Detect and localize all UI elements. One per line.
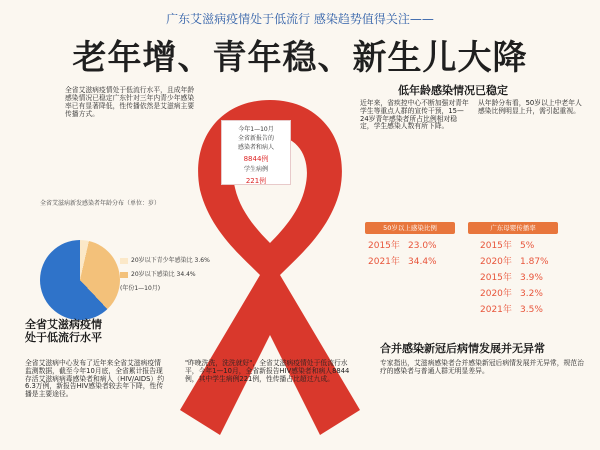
stat-left-2 xyxy=(368,254,437,267)
stat-left-1 xyxy=(368,238,437,251)
right-column-b xyxy=(478,100,588,119)
stats-left-header: 50岁以上感染比例 xyxy=(365,222,455,234)
card-line-1: 今年1—10月 xyxy=(238,126,274,133)
stat-value: 34.4% xyxy=(408,257,437,267)
left-subhead xyxy=(25,318,102,344)
stat-value: 23.0% xyxy=(408,241,437,251)
bottom-right-subhead: 合并感染新冠后病情发展并无异常 xyxy=(380,342,545,355)
legend-swatch xyxy=(120,272,128,278)
page-headline: 老年增、青年稳、新生儿大降 xyxy=(72,38,528,78)
legend-label-2: 20岁以下感染比 34.4% xyxy=(131,271,196,278)
stat-year: 2015年 xyxy=(480,241,512,251)
left-intro-text: 全省艾滋病疫情处于低流行水平，且成年龄感染情况已稳定广东针对三年内青少年感染率已有显著降低，性传播依然是艾滋病主要传播方式。 xyxy=(65,86,195,119)
left-body-column xyxy=(25,360,165,402)
right-para-1: 近年来，省疾控中心不断加强对青年学生等重点人群的宣传干预，15—24岁青年感染者所占比例相对稳定，学生感染人数有所下降。 xyxy=(360,99,469,131)
right-column-a xyxy=(360,100,470,134)
ribbon-stats-card xyxy=(221,120,291,185)
legend-swatch xyxy=(120,258,128,264)
stat-right-3 xyxy=(480,270,543,283)
right-subhead: 低年龄感染情况已稳定 xyxy=(398,84,508,97)
left-subhead-line2: 处于低流行水平 xyxy=(25,331,102,345)
stat-value: 3.9% xyxy=(520,273,543,283)
stats-right-header: 广东母婴传播率 xyxy=(468,222,558,234)
stat-right-2 xyxy=(480,254,549,267)
right-para-2: 从年龄分布看，50岁以上中老年人感染比例明显上升，需引起重视。 xyxy=(478,99,582,115)
pie-source-line: 全省艾滋病新发感染者年龄分布（单位：岁） xyxy=(40,200,161,207)
card-line-4: 学生病例 xyxy=(243,166,268,173)
card-count-2: 221例 xyxy=(245,177,267,185)
stat-year: 2015年 xyxy=(368,241,400,251)
stat-right-1 xyxy=(480,238,534,251)
kicker-line: 广东艾滋病疫情处于低流行 感染趋势值得关注—— xyxy=(166,12,434,26)
stat-year: 2021年 xyxy=(480,305,512,315)
center-body-column xyxy=(185,360,360,386)
stat-value: 5% xyxy=(520,241,535,251)
bottom-right-text: 专家指出，艾滋病感染者合并感染新冠后病情发展并无异常，规范治疗的感染者与普通人群无明显差异。 xyxy=(380,359,584,375)
pie-footnote: (年份1—10月) xyxy=(120,285,161,292)
left-body-text: 全省艾滋病中心发布了近年来全省艾滋病疫情监测数据，截至今年10月底，全省累计报告现存活艾滋病病毒感染者和病人（HIV/AIDS）约6.3万例，新报告HIV感染者较去年下降，性传播是主要途径。 xyxy=(25,359,165,399)
card-line-2: 全省新报告的 xyxy=(237,135,274,142)
card-line-3: 感染者和病人 xyxy=(237,144,274,151)
age-pie-chart xyxy=(40,240,120,320)
stat-year: 2015年 xyxy=(480,273,512,283)
legend-label-1: 20岁以下青少年感染比 3.6% xyxy=(131,257,210,264)
card-count-1: 8844例 xyxy=(243,155,269,163)
left-subhead-line1: 全省艾滋病疫情 xyxy=(25,318,102,331)
stat-year: 2021年 xyxy=(368,257,400,267)
stat-value: 3.5% xyxy=(520,305,543,315)
stat-value: 3.2% xyxy=(520,289,543,299)
stat-right-5 xyxy=(480,302,543,315)
stat-year: 2020年 xyxy=(480,257,512,267)
bottom-right-column xyxy=(380,360,585,379)
stat-year: 2020年 xyxy=(480,289,512,299)
stat-right-4 xyxy=(480,286,543,299)
center-body-text: "昨晚洗洗，洗洗就好"，全省艾滋病疫情处于低流行水平，今年1—10月，全省新报告HIV感染者和病人8844例，其中学生病例221例，性传播占比超过九成。 xyxy=(185,359,350,383)
stat-value: 1.87% xyxy=(520,257,549,267)
